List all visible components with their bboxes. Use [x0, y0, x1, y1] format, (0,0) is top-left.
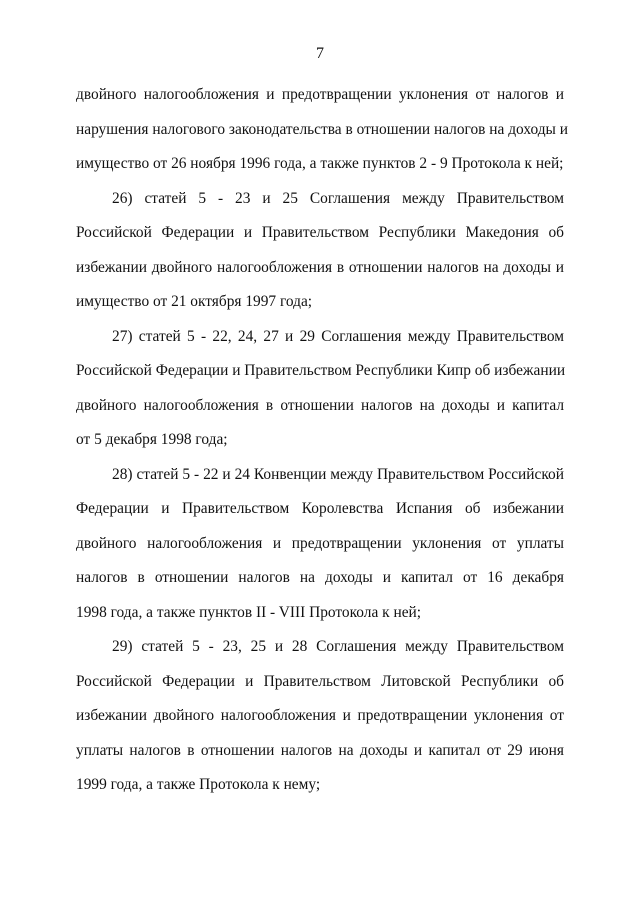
text-line: от 5 декабря 1998 года;: [76, 431, 228, 448]
text-line: избежании двойного налогообложения и предотвращении уклонения от: [76, 707, 564, 724]
text-line: 27) статей 5 - 22, 24, 27 и 29 Соглашения между Правительством: [112, 327, 564, 345]
text-line: Российской Федерации и Правительством Литовской Республики об: [76, 672, 564, 690]
text-line: нарушения налогового законодательства в отношении налогов на доходы и: [76, 120, 568, 138]
document-body: [76, 78, 568, 803]
text-line: имущество от 21 октября 1997 года;: [76, 293, 313, 310]
text-line: налогов в отношении налогов на доходы и капитал от 16 декабря: [76, 569, 564, 586]
text-line: двойного налогообложения и предотвращении уклонения от налогов и: [76, 86, 564, 103]
text-line: 28) статей 5 - 22 и 24 Конвенции между Правительством Российской: [112, 465, 564, 483]
page-number: 7: [316, 45, 324, 62]
text-line: двойного налогообложения и предотвращении уклонения от уплаты: [76, 534, 564, 552]
text-line: 1999 года, а также Протокола к нему;: [76, 776, 321, 793]
text-line: Российской Федерации и Правительством Республики Македония об: [76, 224, 564, 241]
text-line: 1998 года, а также пунктов II - VIII Протокола к ней;: [76, 603, 422, 621]
text-line: 29) статей 5 - 23, 25 и 28 Соглашения между Правительством: [112, 638, 564, 655]
text-line: Российской Федерации и Правительством Республики Кипр об избежании: [76, 362, 566, 379]
text-line: избежании двойного налогообложения в отношении налогов на доходы и: [76, 258, 564, 276]
text-line: Федерации и Правительством Королевства Испания об избежании: [76, 500, 564, 517]
text-line: уплаты налогов в отношении налогов на доходы и капитал от 29 июня: [76, 741, 564, 759]
text-line: двойного налогообложения в отношении налогов на доходы и капитал: [76, 396, 564, 414]
text-line: 26) статей 5 - 23 и 25 Соглашения между Правительством: [112, 189, 564, 207]
text-line: имущество от 26 ноября 1996 года, а также пунктов 2 - 9 Протокола к ней;: [76, 155, 564, 172]
